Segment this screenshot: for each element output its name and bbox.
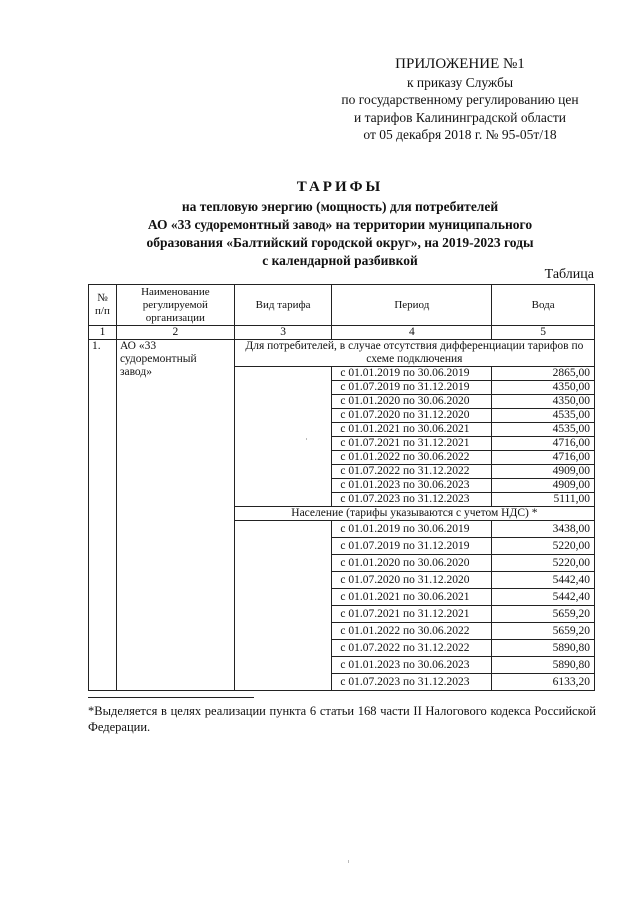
water-value-cell: 4716,00 <box>492 437 595 451</box>
column-number: 2 <box>116 326 234 340</box>
tariff-table <box>88 284 595 691</box>
water-value-cell: 4535,00 <box>492 423 595 437</box>
water-value-cell: 5111,00 <box>492 493 595 507</box>
period-cell: с 01.07.2022 по 31.12.2022 <box>332 640 492 657</box>
period-cell: с 01.01.2020 по 30.06.2020 <box>332 395 492 409</box>
period-cell: с 01.07.2020 по 31.12.2020 <box>332 572 492 589</box>
document-heading <box>70 178 610 270</box>
water-value-cell: 6133,20 <box>492 674 595 691</box>
heading-line: АО «33 судоремонтный завод» на территории муниципального <box>147 217 533 232</box>
column-number: 1 <box>89 326 117 340</box>
water-value-cell: 5442,40 <box>492 589 595 606</box>
period-cell: с 01.01.2021 по 30.06.2021 <box>332 589 492 606</box>
column-number: 5 <box>492 326 595 340</box>
water-value-cell: 4716,00 <box>492 451 595 465</box>
water-value-cell: 4535,00 <box>492 409 595 423</box>
appendix-order-ref: от 05 декабря 2018 г. № 95-05т/18 <box>363 127 557 142</box>
appendix-line: и тарифов Калининградской области <box>354 109 566 125</box>
scan-speck <box>306 438 307 440</box>
period-cell: с 01.07.2019 по 31.12.2019 <box>332 538 492 555</box>
water-value-cell: 5659,20 <box>492 606 595 623</box>
period-cell: с 01.01.2020 по 30.06.2020 <box>332 555 492 572</box>
heading-line: образования «Балтийский городской округ», на 2019-2023 годы <box>146 235 534 250</box>
header-tariff-type: Вид тарифа <box>234 285 332 326</box>
row-number: 1. <box>89 340 117 691</box>
header-num: № п/п <box>89 285 117 326</box>
appendix-block <box>300 56 620 144</box>
category-title: Для потребителей, в случае отсутствия дифференциации тарифов по схеме подключения <box>234 340 594 367</box>
water-value-cell: 5220,00 <box>492 555 595 572</box>
heading-line: на тепловую энергию (мощность) для потребителей <box>181 199 499 214</box>
category-title: Население (тарифы указываются с учетом НДС) * <box>234 507 594 521</box>
period-cell: с 01.01.2022 по 30.06.2022 <box>332 451 492 465</box>
category-row-1 <box>89 340 595 367</box>
period-cell: с 01.01.2023 по 30.06.2023 <box>332 479 492 493</box>
header-org: Наименование регулируемой организации <box>116 285 234 326</box>
footnote: *Выделяется в целях реализации пункта 6 статьи 168 части II Налогового кодекса Российской Федерации. <box>88 704 596 734</box>
heading-line: с календарной разбивкой <box>262 253 418 268</box>
period-cell: с 01.01.2022 по 30.06.2022 <box>332 623 492 640</box>
water-value-cell: 5890,80 <box>492 640 595 657</box>
period-cell: с 01.07.2023 по 31.12.2023 <box>332 493 492 507</box>
column-number: 4 <box>332 326 492 340</box>
period-cell: с 01.01.2019 по 30.06.2019 <box>332 521 492 538</box>
period-cell: с 01.07.2019 по 31.12.2019 <box>332 381 492 395</box>
org-name: АО «33 судоремонтный завод» <box>116 340 234 691</box>
appendix-title: ПРИЛОЖЕНИЕ №1 <box>395 56 525 72</box>
tariff-type-cell <box>234 367 332 507</box>
water-value-cell: 5442,40 <box>492 572 595 589</box>
water-value-cell: 5220,00 <box>492 538 595 555</box>
table-header-row <box>89 285 595 326</box>
column-number-row <box>89 326 595 340</box>
water-value-cell: 3438,00 <box>492 521 595 538</box>
period-cell: с 01.07.2021 по 31.12.2021 <box>332 437 492 451</box>
tariff-type-cell <box>234 521 332 691</box>
period-cell: с 01.01.2019 по 30.06.2019 <box>332 367 492 381</box>
appendix-line: по государственному регулированию цен <box>341 92 579 107</box>
period-cell: с 01.07.2021 по 31.12.2021 <box>332 606 492 623</box>
column-number: 3 <box>234 326 332 340</box>
period-cell: с 01.01.2021 по 30.06.2021 <box>332 423 492 437</box>
scan-speck <box>348 860 349 863</box>
period-cell: с 01.01.2023 по 30.06.2023 <box>332 657 492 674</box>
period-cell: с 01.07.2020 по 31.12.2020 <box>332 409 492 423</box>
water-value-cell: 2865,00 <box>492 367 595 381</box>
appendix-line: к приказу Службы <box>406 74 514 90</box>
period-cell: с 01.07.2023 по 31.12.2023 <box>332 674 492 691</box>
water-value-cell: 5890,80 <box>492 657 595 674</box>
footnote-divider <box>88 697 254 698</box>
header-period: Период <box>332 285 492 326</box>
water-value-cell: 4350,00 <box>492 395 595 409</box>
water-value-cell: 4909,00 <box>492 479 595 493</box>
water-value-cell: 4350,00 <box>492 381 595 395</box>
header-water: Вода <box>492 285 595 326</box>
water-value-cell: 5659,20 <box>492 623 595 640</box>
water-value-cell: 4909,00 <box>492 465 595 479</box>
heading-title: ТАРИФЫ <box>296 179 384 195</box>
period-cell: с 01.07.2022 по 31.12.2022 <box>332 465 492 479</box>
table-label: Таблица <box>544 267 594 282</box>
